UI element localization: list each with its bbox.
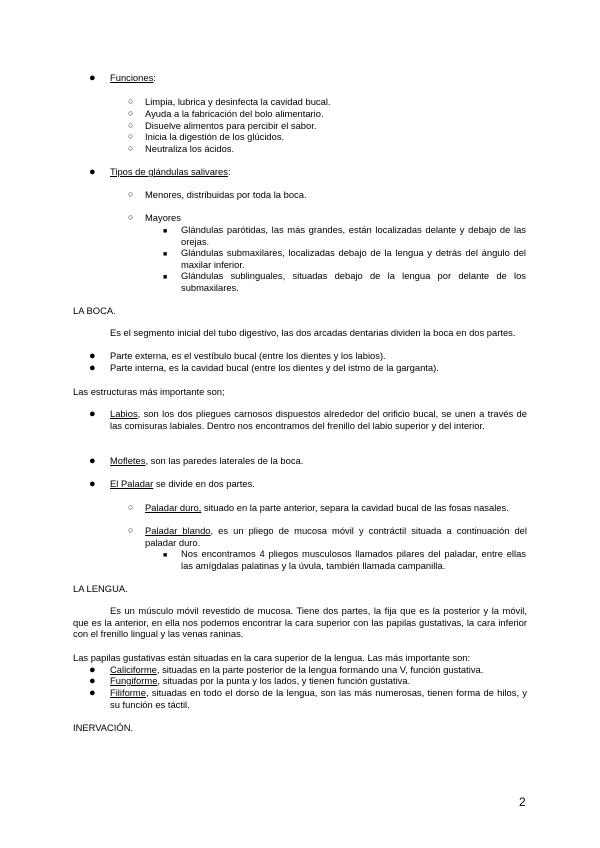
bullet-icon: ● xyxy=(89,478,96,490)
bullet-icon: ● xyxy=(89,362,96,374)
bullet-icon: ● xyxy=(89,72,96,84)
mayores-item: Glándulas submaxilares, localizadas debajo de la lengua y detrás del ángulo del maxilar inferior. xyxy=(181,247,526,270)
funciones-item: Disuelve alimentos para percibir el sabor. xyxy=(145,120,317,131)
filiforme-item: Filiforme, situadas en todo el dorso de la lengua, son las más numerosas, tienen forma de hilos, y su función es táctil. xyxy=(110,687,527,710)
fungiforme-item: Fungiforme, situadas por la punta y los lados, y tienen función gustativa. xyxy=(110,675,411,686)
paladar-blando-paragraph: Paladar blando, es un pliego de mucosa móvil y contráctil situada a continuación del paladar duro. xyxy=(145,525,527,548)
bullet-icon: ● xyxy=(89,455,96,467)
square-bullet-icon: ■ xyxy=(163,552,168,559)
circle-bullet-icon: ○ xyxy=(128,131,134,141)
funciones-heading: Funciones: xyxy=(110,72,156,83)
boca-parte: Parte interna, es la cavidad bucal (entre los dientes y del istmo de la garganta). xyxy=(110,362,439,373)
tipos-menores: Menores, distribuidas por toda la boca. xyxy=(145,189,307,200)
circle-bullet-icon: ○ xyxy=(128,212,134,222)
square-bullet-icon: ■ xyxy=(163,228,168,235)
bullet-icon: ● xyxy=(89,664,96,676)
mayores-item: Glándulas sublinguales, situadas debajo de la lengua por delante de los submaxilares. xyxy=(181,270,526,293)
tipos-mayores: Mayores xyxy=(145,212,181,223)
lengua-intro: Es un músculo móvil revestido de mucosa. Tiene dos partes, la fija que es la posterior y la móvil, que es la anterior, en ella nos podemos encontrar la cara superior con las papilas gustativas, la cara inferior con el frenillo lingual y las venas raninas. xyxy=(73,605,527,640)
bullet-icon: ● xyxy=(89,408,96,420)
pliegues-paragraph: Nos encontramos 4 pliegos musculosos llamados pilares del paladar, entre ellas las amígdalas palatinas y la úvula, también llamada campanilla. xyxy=(181,548,526,571)
square-bullet-icon: ■ xyxy=(163,274,168,281)
circle-bullet-icon: ○ xyxy=(128,143,134,153)
bullet-icon: ● xyxy=(89,687,96,699)
square-bullet-icon: ■ xyxy=(163,251,168,258)
estructuras-intro: Las estructuras más importante son; xyxy=(73,386,225,397)
boca-parte: Parte externa, es el vestíbulo bucal (entre los dientes y los labios). xyxy=(110,350,386,361)
papilas-intro: Las papilas gustativas están situadas en la cara superior de la lengua. Las más importante son: xyxy=(73,652,471,663)
funciones-item: Inicia la digestión de los glúcidos. xyxy=(145,131,285,142)
inervacion-heading: INERVACIÓN. xyxy=(73,722,134,733)
funciones-item: Limpia, lubrica y desinfecta la cavidad bucal. xyxy=(145,96,331,107)
circle-bullet-icon: ○ xyxy=(128,189,134,199)
funciones-item: Neutraliza los ácidos. xyxy=(145,143,235,154)
mayores-item: Glándulas parótidas, las más grandes, están localizadas delante y debajo de las orejas. xyxy=(181,224,526,247)
tipos-heading: Tipos de glándulas salivares: xyxy=(110,166,231,177)
lengua-heading: LA LENGUA. xyxy=(73,583,128,594)
bullet-icon: ● xyxy=(89,675,96,687)
circle-bullet-icon: ○ xyxy=(128,525,134,535)
mofletes-paragraph: Mofletes, son las paredes laterales de la boca. xyxy=(110,455,304,466)
paladar-paragraph: El Paladar se divide en dos partes. xyxy=(110,478,255,489)
funciones-item: Ayuda a la fabricación del bolo alimentario. xyxy=(145,108,324,119)
bullet-icon: ● xyxy=(89,350,96,362)
paladar-duro-paragraph: Paladar duro, situado en la parte anterior, separa la cavidad bucal de las fosas nasales. xyxy=(145,502,509,513)
boca-heading: LA BOCA. xyxy=(73,305,116,316)
caliciforme-item: Caliciforme, situadas en la parte posterior de la lengua formando una V, función gustativa. xyxy=(110,664,484,675)
circle-bullet-icon: ○ xyxy=(128,108,134,118)
circle-bullet-icon: ○ xyxy=(128,96,134,106)
boca-intro: Es el segmento inicial del tubo digestivo, las dos arcadas dentarias dividen la boca en dos partes. xyxy=(110,327,516,338)
circle-bullet-icon: ○ xyxy=(128,120,134,130)
circle-bullet-icon: ○ xyxy=(128,502,134,512)
bullet-icon: ● xyxy=(89,166,96,178)
page-number: 2 xyxy=(519,795,526,809)
labios-paragraph: Labios, son los dos pliegues carnosos dispuestos alrededor del orificio bucal, se unen a través de las comisuras labiales. Dentro nos encontramos del frenillo del labio superior y del interior. xyxy=(110,408,527,431)
